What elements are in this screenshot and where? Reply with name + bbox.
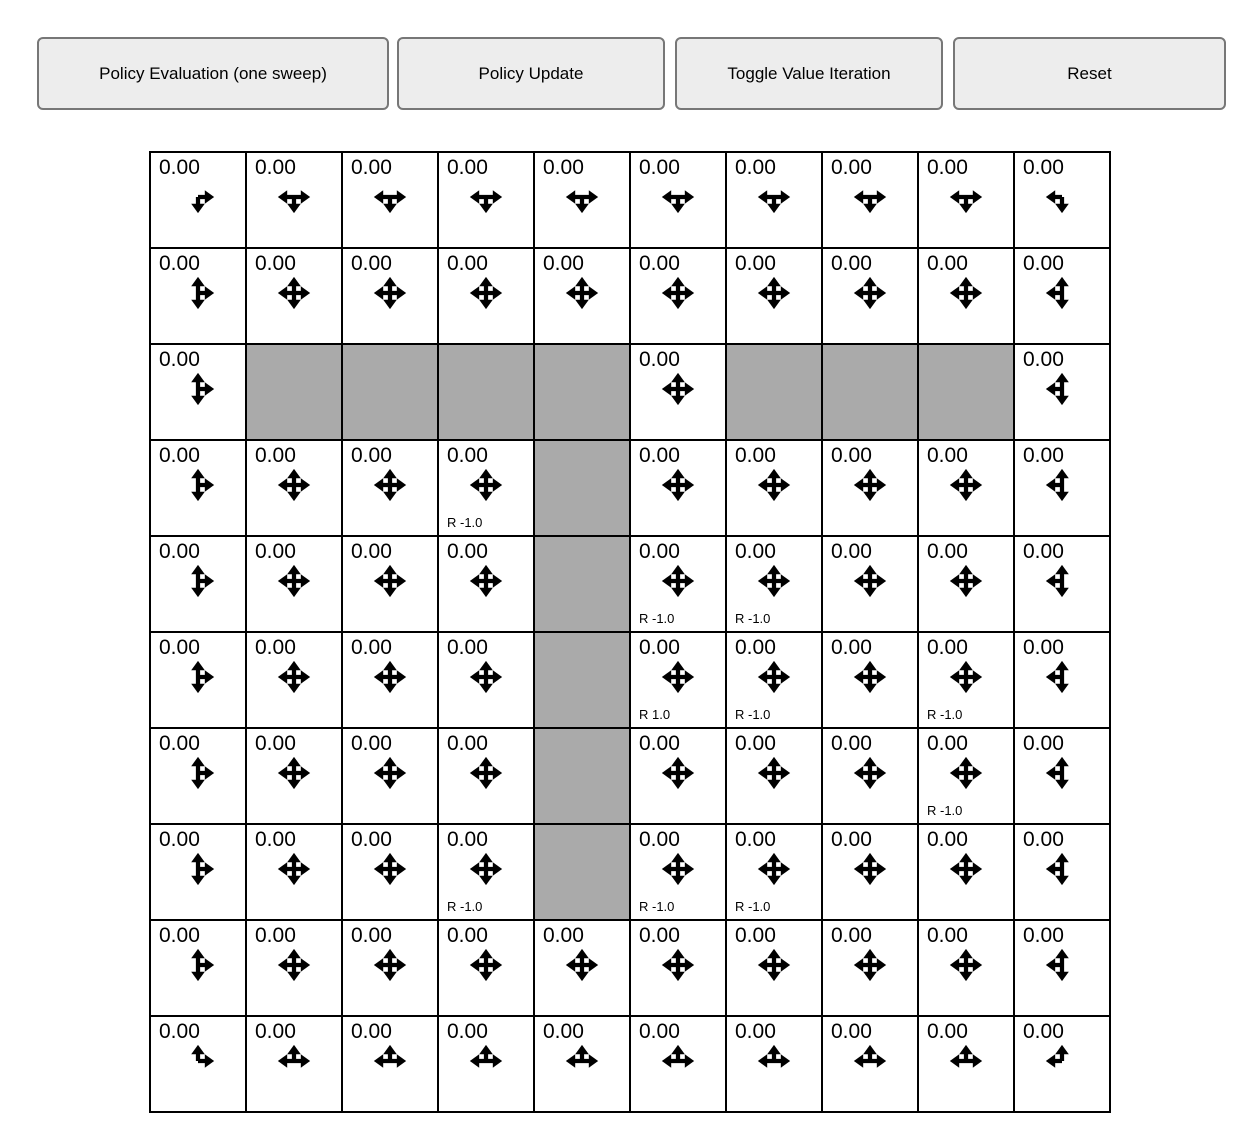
cell-value: 0.00 (831, 1020, 872, 1043)
wall-cell (822, 344, 918, 440)
policy-arrows-icon (853, 276, 887, 310)
policy-arrows-icon (757, 276, 791, 310)
policy-arrows-icon (373, 852, 407, 886)
policy-arrows-icon (949, 276, 983, 310)
cell-value: 0.00 (1023, 924, 1064, 947)
policy-arrows-icon (661, 948, 695, 982)
policy-arrows-icon (853, 756, 887, 790)
policy-arrows-icon (373, 1044, 407, 1078)
grid-cell[interactable] (246, 1016, 342, 1112)
reward-label: R -1.0 (447, 515, 483, 530)
cell-value: 0.00 (831, 540, 872, 563)
cell-value: 0.00 (735, 924, 776, 947)
cell-value: 0.00 (831, 636, 872, 659)
cell-value: 0.00 (255, 732, 296, 755)
cell-value: 0.00 (543, 1020, 584, 1043)
reward-label: R -1.0 (927, 707, 963, 722)
grid-cell[interactable] (438, 632, 534, 728)
policy-arrows-icon (181, 276, 215, 310)
grid-cell[interactable] (630, 920, 726, 1016)
cell-value: 0.00 (159, 444, 200, 467)
cell-value: 0.00 (831, 156, 872, 179)
policy-arrows-icon (661, 180, 695, 214)
policy-arrows-icon (853, 660, 887, 694)
policy-arrows-icon (949, 1044, 983, 1078)
policy-arrows-icon (277, 468, 311, 502)
cell-value: 0.00 (639, 156, 680, 179)
policy-arrows-icon (373, 180, 407, 214)
cell-value: 0.00 (639, 924, 680, 947)
cell-value: 0.00 (159, 924, 200, 947)
policy-arrows-icon (1045, 1044, 1079, 1078)
cell-value: 0.00 (447, 252, 488, 275)
grid-cell[interactable] (1014, 632, 1110, 728)
cell-value: 0.00 (735, 732, 776, 755)
policy-arrows-icon (469, 468, 503, 502)
policy-arrows-icon (949, 660, 983, 694)
cell-value: 0.00 (159, 540, 200, 563)
policy-arrows-icon (1045, 276, 1079, 310)
grid-cell[interactable] (150, 536, 246, 632)
policy-arrows-icon (181, 564, 215, 598)
policy-arrows-icon (1045, 756, 1079, 790)
grid-cell[interactable] (150, 824, 246, 920)
policy-arrows-icon (565, 948, 599, 982)
policy-arrows-icon (853, 948, 887, 982)
cell-value: 0.00 (927, 444, 968, 467)
grid-cell[interactable] (726, 632, 822, 728)
grid-cell[interactable] (630, 728, 726, 824)
policy-arrows-icon (181, 660, 215, 694)
grid-cell[interactable] (342, 920, 438, 1016)
grid-cell[interactable] (342, 728, 438, 824)
grid-cell[interactable] (342, 1016, 438, 1112)
wall-cell (342, 344, 438, 440)
grid-cell[interactable] (246, 920, 342, 1016)
policy-arrows-icon (757, 756, 791, 790)
cell-value: 0.00 (447, 1020, 488, 1043)
grid-cell[interactable] (438, 920, 534, 1016)
grid-cell[interactable] (246, 536, 342, 632)
cell-value: 0.00 (639, 636, 680, 659)
policy-arrows-icon (469, 948, 503, 982)
policy-arrows-icon (277, 756, 311, 790)
policy-arrows-icon (469, 660, 503, 694)
grid-cell[interactable] (630, 344, 726, 440)
grid-cell[interactable] (918, 1016, 1014, 1112)
policy-arrows-icon (469, 564, 503, 598)
grid-cell[interactable] (342, 248, 438, 344)
reward-label: R -1.0 (927, 803, 963, 818)
wall-cell (534, 632, 630, 728)
reward-label: R -1.0 (639, 611, 675, 626)
grid-cell[interactable] (630, 152, 726, 248)
cell-value: 0.00 (735, 252, 776, 275)
cell-value: 0.00 (159, 1020, 200, 1043)
grid-cell[interactable] (342, 440, 438, 536)
grid-cell[interactable] (726, 920, 822, 1016)
policy-arrows-icon (181, 468, 215, 502)
cell-value: 0.00 (1023, 732, 1064, 755)
reward-label: R 1.0 (639, 707, 671, 722)
grid-cell[interactable] (150, 728, 246, 824)
grid-cell[interactable] (150, 632, 246, 728)
cell-value: 0.00 (1023, 348, 1064, 371)
grid-cell[interactable] (150, 1016, 246, 1112)
cell-value: 0.00 (735, 444, 776, 467)
grid-cell[interactable] (822, 536, 918, 632)
cell-value: 0.00 (351, 1020, 392, 1043)
grid-cell[interactable] (1014, 920, 1110, 1016)
grid-cell[interactable] (918, 536, 1014, 632)
wall-cell (918, 344, 1014, 440)
grid-cell[interactable] (1014, 440, 1110, 536)
policy-arrows-icon (373, 660, 407, 694)
cell-value: 0.00 (159, 828, 200, 851)
policy-arrows-icon (565, 276, 599, 310)
cell-value: 0.00 (351, 636, 392, 659)
policy-arrows-icon (949, 852, 983, 886)
cell-value: 0.00 (255, 444, 296, 467)
policy-arrows-icon (757, 948, 791, 982)
policy-arrows-icon (277, 660, 311, 694)
grid-cell[interactable] (726, 536, 822, 632)
policy-arrows-icon (757, 180, 791, 214)
cell-value: 0.00 (831, 444, 872, 467)
cell-value: 0.00 (159, 156, 200, 179)
grid-cell[interactable] (534, 152, 630, 248)
policy-arrows-icon (469, 756, 503, 790)
wall-cell (534, 440, 630, 536)
grid-cell[interactable] (438, 440, 534, 536)
policy-arrows-icon (757, 1044, 791, 1078)
grid-cell[interactable] (630, 1016, 726, 1112)
grid-cell[interactable] (342, 152, 438, 248)
grid-cell[interactable] (1014, 248, 1110, 344)
cell-value: 0.00 (159, 636, 200, 659)
policy-arrows-icon (661, 564, 695, 598)
cell-value: 0.00 (735, 156, 776, 179)
cell-value: 0.00 (543, 156, 584, 179)
reward-label: R -1.0 (639, 899, 675, 914)
grid-cell[interactable] (822, 728, 918, 824)
grid-cell[interactable] (630, 824, 726, 920)
policy-arrows-icon (469, 276, 503, 310)
policy-arrows-icon (949, 180, 983, 214)
policy-arrows-icon (277, 564, 311, 598)
cell-value: 0.00 (927, 156, 968, 179)
grid-cell[interactable] (1014, 152, 1110, 248)
grid-cell[interactable] (150, 920, 246, 1016)
policy-arrows-icon (853, 1044, 887, 1078)
policy-arrows-icon (373, 564, 407, 598)
policy-arrows-icon (277, 180, 311, 214)
cell-value: 0.00 (351, 156, 392, 179)
policy-arrows-icon (565, 180, 599, 214)
cell-value: 0.00 (735, 828, 776, 851)
cell-value: 0.00 (735, 636, 776, 659)
cell-value: 0.00 (1023, 1020, 1064, 1043)
cell-value: 0.00 (255, 156, 296, 179)
grid-cell[interactable] (534, 248, 630, 344)
grid-cell[interactable] (726, 440, 822, 536)
wall-cell (726, 344, 822, 440)
cell-value: 0.00 (1023, 252, 1064, 275)
grid-cell[interactable] (918, 152, 1014, 248)
policy-arrows-icon (661, 660, 695, 694)
grid-cell[interactable] (726, 248, 822, 344)
cell-value: 0.00 (1023, 156, 1064, 179)
toggle-value-iteration-button[interactable]: Toggle Value Iteration (675, 37, 943, 110)
grid-cell[interactable] (630, 536, 726, 632)
policy-arrows-icon (661, 1044, 695, 1078)
cell-value: 0.00 (255, 252, 296, 275)
policy-arrows-icon (277, 276, 311, 310)
cell-value: 0.00 (639, 348, 680, 371)
policy-arrows-icon (469, 852, 503, 886)
reward-label: R -1.0 (735, 899, 771, 914)
cell-value: 0.00 (735, 540, 776, 563)
policy-arrows-icon (277, 852, 311, 886)
policy-arrows-icon (1045, 180, 1079, 214)
reward-label: R -1.0 (447, 899, 483, 914)
policy-arrows-icon (853, 180, 887, 214)
grid-cell[interactable] (150, 152, 246, 248)
grid-cell[interactable] (150, 344, 246, 440)
grid-cell[interactable] (246, 248, 342, 344)
cell-value: 0.00 (447, 828, 488, 851)
cell-value: 0.00 (1023, 828, 1064, 851)
reset-button[interactable]: Reset (953, 37, 1226, 110)
grid-cell[interactable] (918, 248, 1014, 344)
cell-value: 0.00 (1023, 540, 1064, 563)
cell-value: 0.00 (159, 252, 200, 275)
cell-value: 0.00 (639, 444, 680, 467)
grid-cell[interactable] (1014, 1016, 1110, 1112)
cell-value: 0.00 (351, 924, 392, 947)
gridworld-grid (149, 151, 1111, 1113)
policy-arrows-icon (661, 756, 695, 790)
policy-arrows-icon (181, 948, 215, 982)
grid-cell[interactable] (918, 632, 1014, 728)
grid-cell[interactable] (630, 440, 726, 536)
grid-cell[interactable] (726, 1016, 822, 1112)
grid-cell[interactable] (630, 248, 726, 344)
policy-update-button[interactable]: Policy Update (397, 37, 665, 110)
wall-cell (534, 344, 630, 440)
cell-value: 0.00 (831, 732, 872, 755)
policy-arrows-icon (949, 948, 983, 982)
grid-cell[interactable] (822, 248, 918, 344)
policy-arrows-icon (1045, 372, 1079, 406)
cell-value: 0.00 (639, 1020, 680, 1043)
grid-cell[interactable] (918, 824, 1014, 920)
cell-value: 0.00 (1023, 444, 1064, 467)
grid-cell[interactable] (246, 152, 342, 248)
cell-value: 0.00 (447, 636, 488, 659)
wall-cell (534, 728, 630, 824)
cell-value: 0.00 (927, 732, 968, 755)
cell-value: 0.00 (831, 924, 872, 947)
cell-value: 0.00 (255, 924, 296, 947)
cell-value: 0.00 (543, 924, 584, 947)
policy-arrows-icon (1045, 948, 1079, 982)
grid-cell[interactable] (438, 824, 534, 920)
cell-value: 0.00 (255, 828, 296, 851)
policy-arrows-icon (757, 660, 791, 694)
cell-value: 0.00 (447, 444, 488, 467)
grid-cell[interactable] (438, 152, 534, 248)
cell-value: 0.00 (447, 732, 488, 755)
cell-value: 0.00 (255, 1020, 296, 1043)
policy-arrows-icon (373, 948, 407, 982)
grid-cell[interactable] (1014, 728, 1110, 824)
cell-value: 0.00 (447, 156, 488, 179)
grid-cell[interactable] (246, 728, 342, 824)
grid-cell[interactable] (726, 824, 822, 920)
grid-cell[interactable] (918, 440, 1014, 536)
reward-label: R -1.0 (735, 707, 771, 722)
grid-cell[interactable] (150, 440, 246, 536)
grid-cell[interactable] (822, 920, 918, 1016)
wall-cell (534, 824, 630, 920)
grid-cell[interactable] (246, 824, 342, 920)
policy-evaluation-button[interactable]: Policy Evaluation (one sweep) (37, 37, 389, 110)
grid-cell[interactable] (150, 248, 246, 344)
grid-cell[interactable] (342, 632, 438, 728)
grid-cell[interactable] (438, 536, 534, 632)
grid-cell[interactable] (918, 728, 1014, 824)
grid-cell[interactable] (822, 824, 918, 920)
policy-arrows-icon (373, 468, 407, 502)
grid-cell[interactable] (918, 920, 1014, 1016)
cell-value: 0.00 (927, 540, 968, 563)
grid-cell[interactable] (246, 632, 342, 728)
grid-cell[interactable] (726, 728, 822, 824)
policy-arrows-icon (277, 1044, 311, 1078)
policy-arrows-icon (1045, 564, 1079, 598)
policy-arrows-icon (661, 276, 695, 310)
grid-cell[interactable] (438, 728, 534, 824)
policy-arrows-icon (949, 564, 983, 598)
policy-arrows-icon (181, 372, 215, 406)
cell-value: 0.00 (927, 636, 968, 659)
cell-value: 0.00 (159, 732, 200, 755)
cell-value: 0.00 (447, 924, 488, 947)
grid-cell[interactable] (726, 152, 822, 248)
policy-arrows-icon (181, 852, 215, 886)
wall-cell (534, 536, 630, 632)
cell-value: 0.00 (927, 252, 968, 275)
cell-value: 0.00 (543, 252, 584, 275)
policy-arrows-icon (277, 948, 311, 982)
toolbar (37, 37, 1226, 110)
policy-arrows-icon (373, 276, 407, 310)
cell-value: 0.00 (831, 252, 872, 275)
grid-cell[interactable] (342, 536, 438, 632)
grid-cell[interactable] (534, 920, 630, 1016)
grid-cell[interactable] (534, 1016, 630, 1112)
cell-value: 0.00 (639, 732, 680, 755)
wall-cell (438, 344, 534, 440)
cell-value: 0.00 (927, 828, 968, 851)
policy-arrows-icon (757, 852, 791, 886)
policy-arrows-icon (1045, 660, 1079, 694)
cell-value: 0.00 (351, 828, 392, 851)
policy-arrows-icon (757, 564, 791, 598)
cell-value: 0.00 (639, 540, 680, 563)
policy-arrows-icon (181, 1044, 215, 1078)
policy-arrows-icon (757, 468, 791, 502)
policy-arrows-icon (853, 564, 887, 598)
grid-cell[interactable] (1014, 536, 1110, 632)
policy-arrows-icon (661, 468, 695, 502)
cell-value: 0.00 (927, 1020, 968, 1043)
policy-arrows-icon (661, 372, 695, 406)
grid-cell[interactable] (342, 824, 438, 920)
grid-cell[interactable] (822, 632, 918, 728)
cell-value: 0.00 (351, 540, 392, 563)
cell-value: 0.00 (447, 540, 488, 563)
grid-cell[interactable] (1014, 344, 1110, 440)
policy-arrows-icon (373, 756, 407, 790)
policy-arrows-icon (1045, 852, 1079, 886)
cell-value: 0.00 (351, 732, 392, 755)
policy-arrows-icon (181, 756, 215, 790)
cell-value: 0.00 (639, 252, 680, 275)
policy-arrows-icon (181, 180, 215, 214)
policy-arrows-icon (853, 468, 887, 502)
cell-value: 0.00 (159, 348, 200, 371)
policy-arrows-icon (469, 1044, 503, 1078)
cell-value: 0.00 (735, 1020, 776, 1043)
grid-cell[interactable] (438, 248, 534, 344)
cell-value: 0.00 (255, 636, 296, 659)
grid-cell[interactable] (438, 1016, 534, 1112)
cell-value: 0.00 (351, 252, 392, 275)
cell-value: 0.00 (639, 828, 680, 851)
reward-label: R -1.0 (735, 611, 771, 626)
grid-cell[interactable] (822, 1016, 918, 1112)
grid-cell[interactable] (1014, 824, 1110, 920)
policy-arrows-icon (949, 468, 983, 502)
policy-arrows-icon (565, 1044, 599, 1078)
grid-cell[interactable] (822, 152, 918, 248)
grid-cell[interactable] (246, 440, 342, 536)
wall-cell (246, 344, 342, 440)
policy-arrows-icon (949, 756, 983, 790)
cell-value: 0.00 (351, 444, 392, 467)
cell-value: 0.00 (927, 924, 968, 947)
grid-cell[interactable] (822, 440, 918, 536)
cell-value: 0.00 (255, 540, 296, 563)
policy-arrows-icon (1045, 468, 1079, 502)
cell-value: 0.00 (1023, 636, 1064, 659)
grid-cell[interactable] (630, 632, 726, 728)
policy-arrows-icon (469, 180, 503, 214)
cell-value: 0.00 (831, 828, 872, 851)
policy-arrows-icon (853, 852, 887, 886)
policy-arrows-icon (661, 852, 695, 886)
